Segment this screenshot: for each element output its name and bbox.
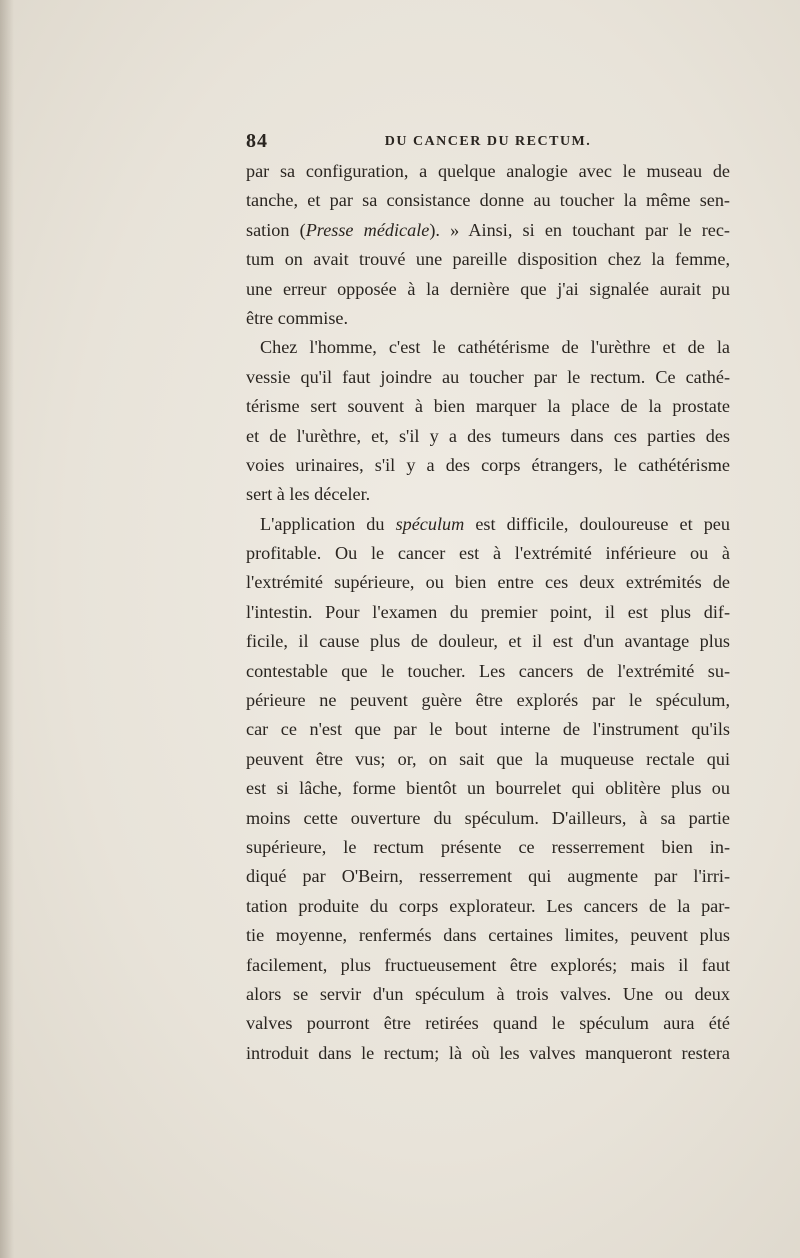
page-header — [246, 130, 730, 156]
page-number: 84 — [246, 130, 268, 152]
running-title: DU CANCER DU RECTUM. — [384, 134, 592, 149]
text-line: térisme sert souvent à bien marquer la place de la prostate — [246, 396, 730, 417]
text-line-segment: ). » Ainsi, si en touchant par le rec- — [429, 219, 730, 240]
text-line: car ce n'est que par le bout interne de l'instrument qu'ils — [246, 719, 730, 740]
body-text — [246, 157, 730, 1068]
text-line-segment: sation ( — [246, 219, 306, 240]
text-line: facilement, plus fructueusement être explorés; mais il faut — [246, 954, 730, 975]
text-line: contestable que le toucher. Les cancers de l'extrémité su- — [246, 660, 730, 681]
text-line: tum on avait trouvé une pareille disposition chez la femme, — [246, 249, 730, 270]
italic-text: spéculum — [395, 513, 465, 534]
text-line: tie moyenne, renfermés dans certaines limites, peuvent plus — [246, 925, 730, 946]
text-line: profitable. Ou le cancer est à l'extrémité inférieure ou à — [246, 543, 730, 564]
page-edge-shadow — [0, 0, 14, 1258]
text-line: Chez l'homme, c'est le cathétérisme de l'urèthre et de la — [260, 337, 730, 358]
text-line: tanche, et par sa consistance donne au toucher la même sen- — [246, 190, 730, 211]
text-line: peuvent être vus; or, on sait que la muqueuse rectale qui — [246, 748, 730, 769]
text-line: supérieure, le rectum présente ce resserrement bien in- — [246, 836, 730, 857]
italic-text: Presse médicale — [305, 219, 430, 240]
text-line: est si lâche, forme bientôt un bourrelet qui oblitère plus ou — [246, 778, 730, 799]
text-line: et de l'urèthre, et, s'il y a des tumeurs dans ces parties des — [246, 425, 730, 446]
text-line: diqué par O'Beirn, resserrement qui augmente par l'irri- — [246, 866, 730, 887]
text-line: périeure ne peuvent guère être explorés par le spéculum, — [246, 690, 730, 711]
text-line: moins cette ouverture du spéculum. D'ailleurs, à sa partie — [246, 807, 730, 828]
text-line: sert à les déceler. — [246, 484, 371, 505]
text-line: tation produite du corps explorateur. Les cancers de la par- — [246, 895, 730, 916]
text-line: être commise. — [246, 307, 349, 328]
text-line: introduit dans le rectum; là où les valves manqueront restera — [246, 1042, 730, 1063]
text-line: valves pourront être retirées quand le spéculum aura été — [246, 1013, 730, 1034]
text-line: vessie qu'il faut joindre au toucher par le rectum. Ce cathé- — [246, 366, 730, 387]
text-line: par sa configuration, a quelque analogie avec le museau de — [246, 161, 730, 181]
text-line: voies urinaires, s'il y a des corps étrangers, le cathétérisme — [246, 454, 730, 475]
text-line: une erreur opposée à la dernière que j'ai signalée aurait pu — [246, 278, 730, 299]
text-line: ficile, il cause plus de douleur, et il est d'un avantage plus — [246, 631, 730, 652]
text-line: alors se servir d'un spéculum à trois valves. Une ou deux — [246, 983, 730, 1004]
text-line: l'extrémité supérieure, ou bien entre ces deux extrémités de — [246, 572, 730, 593]
text-line: l'intestin. Pour l'examen du premier point, il est plus dif- — [246, 601, 730, 622]
text-line-segment: est difficile, douloureuse et peu — [464, 513, 730, 534]
text-line — [246, 510, 730, 539]
text-line-segment: L'application du — [260, 513, 396, 534]
text-line — [246, 216, 730, 245]
